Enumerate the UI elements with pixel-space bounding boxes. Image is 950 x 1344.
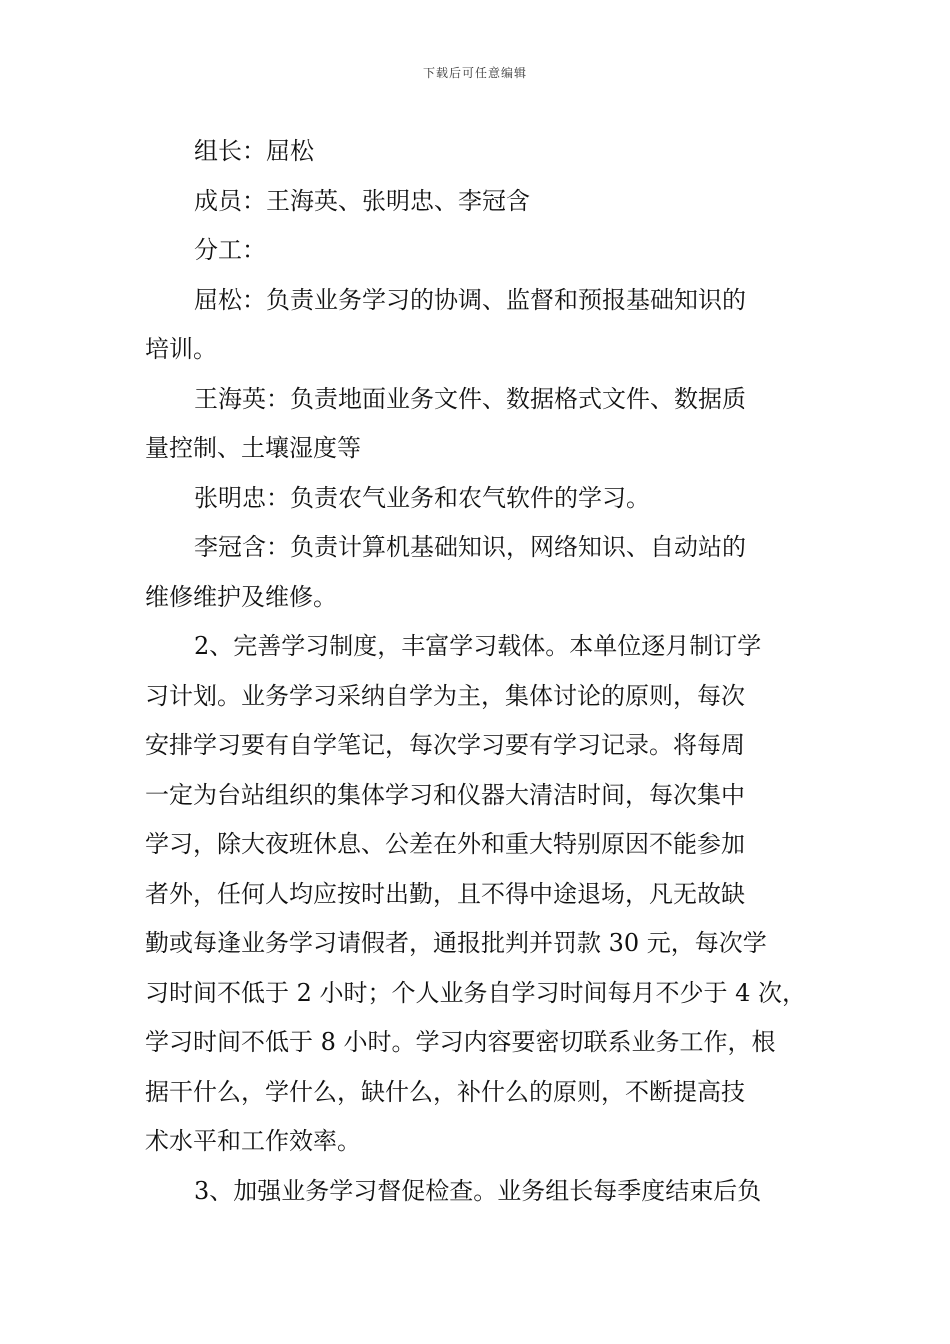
item-2-line: 2、完善学习制度，丰富学习载体。本单位逐月制订学 bbox=[194, 632, 762, 660]
item-2-line: 术水平和工作效率。 bbox=[145, 1127, 361, 1155]
duty-qusong bbox=[145, 276, 810, 375]
item-2-line: 学习时间不低于 8 小时。学习内容要密切联系业务工作，根 bbox=[145, 1028, 776, 1056]
item-2-paragraph bbox=[145, 622, 810, 1167]
duty-zhangmingzhong bbox=[145, 474, 810, 524]
item-2-line: 学习，除大夜班休息、公差在外和重大特别原因不能参加 bbox=[145, 830, 745, 858]
item-2-line: 者外，任何人均应按时出勤，且不得中途退场，凡无故缺 bbox=[145, 879, 745, 908]
duty-wanghaiying-line-2: 量控制、土壤湿度等 bbox=[145, 434, 361, 462]
item-2-line: 一定为台站组织的集体学习和仪器大清洁时间，每次集中 bbox=[145, 780, 745, 809]
document-body bbox=[145, 127, 810, 1216]
members-line bbox=[145, 177, 810, 227]
duty-liguanhan-line-2: 维修维护及维修。 bbox=[145, 582, 337, 611]
duty-qusong-line-1: 屈松：负责业务学习的协调、监督和预报基础知识的 bbox=[194, 285, 746, 314]
leader-line bbox=[145, 127, 810, 177]
item-2-line: 据干什么，学什么，缺什么，补什么的原则，不断提高技 bbox=[145, 1077, 745, 1106]
leader-text: 组长：屈松 bbox=[194, 137, 314, 165]
duty-liguanhan-line-1: 李冠含：负责计算机基础知识，网络知识、自动站的 bbox=[194, 533, 746, 561]
item-3-line: 3、加强业务学习督促检查。业务组长每季度结束后负 bbox=[194, 1176, 762, 1205]
duty-qusong-line-2: 培训。 bbox=[145, 335, 217, 363]
item-3-paragraph bbox=[145, 1167, 810, 1217]
duty-liguanhan bbox=[145, 523, 810, 622]
duty-zhangmingzhong-line-1: 张明忠：负责农气业务和农气软件的学习。 bbox=[194, 483, 650, 512]
duty-wanghaiying-line-1: 王海英：负责地面业务文件、数据格式文件、数据质 bbox=[194, 384, 746, 413]
division-heading-text: 分工： bbox=[194, 236, 266, 264]
duty-wanghaiying bbox=[145, 375, 810, 474]
members-text: 成员：王海英、张明忠、李冠含 bbox=[194, 186, 530, 215]
item-2-line: 勤或每逢业务学习请假者，通报批判并罚款 30 元，每次学 bbox=[145, 929, 767, 957]
item-2-line: 安排学习要有自学笔记，每次学习要有学习记录。将每周 bbox=[145, 731, 745, 759]
item-2-line: 习时间不低于 2 小时；个人业务自学习时间每月不少于 4 次， bbox=[145, 978, 807, 1007]
item-2-line: 习计划。业务学习采纳自学为主，集体讨论的原则，每次 bbox=[145, 681, 745, 710]
download-note: 下载后可任意编辑 bbox=[422, 66, 527, 80]
division-heading bbox=[145, 226, 810, 276]
